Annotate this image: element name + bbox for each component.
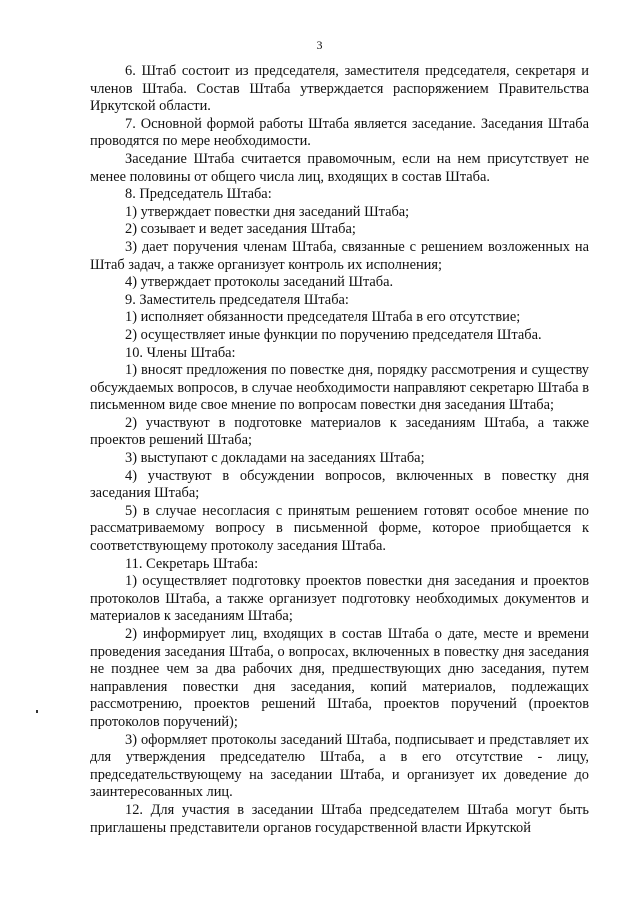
paragraph-7: 7. Основной формой работы Штаба является заседание. Заседания Штаба проводятся по мере необходимости.	[90, 115, 589, 150]
paragraph-11-heading: 11. Секретарь Штаба:	[125, 555, 259, 572]
paragraph-9-heading: 9. Заместитель председателя Штаба:	[125, 291, 349, 308]
paragraph-8-item-2: 2) созывает и ведет заседания Штаба;	[125, 221, 356, 238]
paragraph-8-item-4: 4) утверждает протоколы заседаний Штаба.	[125, 274, 394, 291]
paragraph-11-item-3: 3) оформляет протоколы заседаний Штаба, подписывает и представляет их для утверждения председателю Штаба, а в его отсутствие - лицу, председательствующему на заседании Штаба, и организует их доведение до заинтересованных лиц.	[90, 731, 589, 801]
paragraph-8-item-1: 1) утверждает повестки дня заседаний Штаба;	[125, 203, 410, 220]
paragraph-7-quorum: Заседание Штаба считается правомочным, если на нем присутствует не менее половины от общего числа лиц, входящих в состав Штаба.	[90, 150, 589, 185]
paragraph-9-item-2: 2) осуществляет иные функции по поручению председателя Штаба.	[125, 326, 542, 343]
paragraph-9-item-1: 1) исполняет обязанности председателя Штаба в его отсутствие;	[125, 309, 521, 326]
paragraph-11-item-1: 1) осуществляет подготовку проектов повестки дня заседания и проектов протоколов Штаба, а также организует подготовку необходимых документов и материалов к заседаниям Штаба;	[90, 573, 589, 625]
paragraph-10-item-2: 2) участвуют в подготовке материалов к заседаниям Штаба, а также проектов решений Штаба;	[90, 414, 589, 449]
paragraph-12: 12. Для участия в заседании Штаба председателем Штаба могут быть приглашены представители органов государственной власти Иркутской	[90, 801, 589, 836]
paragraph-10-item-3: 3) выступают с докладами на заседаниях Штаба;	[125, 450, 425, 467]
paragraph-10-item-1: 1) вносят предложения по повестке дня, порядку рассмотрения и существу обсуждаемых вопросов, в случае необходимости направляют секретарю Штаба в письменном виде свое мнение по вопросам повестки дня заседания Штаба;	[90, 362, 589, 414]
paragraph-10-heading: 10. Члены Штаба:	[125, 344, 236, 361]
paragraph-6: 6. Штаб состоит из председателя, заместителя председателя, секретаря и членов Штаба. Состав Штаба утверждается распоряжением Правительства Иркутской области.	[90, 63, 589, 115]
paragraph-11-item-2: 2) информирует лиц, входящих в состав Штаба о дате, месте и времени проведения заседания Штаба, о вопросах, включенных в повестку дня заседания не позднее чем за два рабочих дня, предшествующих дню заседания, путем направления повестки дня заседания, копий материалов, подлежащих рассмотрению, проектов решений Штаба, проектов поручений (проектов протоколов поручений);	[90, 626, 589, 730]
page-number: 3	[316, 38, 323, 52]
paragraph-10-item-4: 4) участвуют в обсуждении вопросов, включенных в повестку дня заседания Штаба;	[90, 467, 589, 502]
document-body	[90, 63, 589, 837]
scan-speck	[36, 710, 38, 713]
paragraph-8-item-3: 3) дает поручения членам Штаба, связанные с решением возложенных на Штаб задач, а также организует контроль их исполнения;	[90, 238, 589, 273]
paragraph-8-heading: 8. Председатель Штаба:	[125, 186, 272, 203]
paragraph-10-item-5: 5) в случае несогласия с принятым решением готовят особое мнение по рассматриваемому вопросу в письменной форме, которое приобщается к соответствующему протоколу заседания Штаба.	[90, 502, 589, 555]
